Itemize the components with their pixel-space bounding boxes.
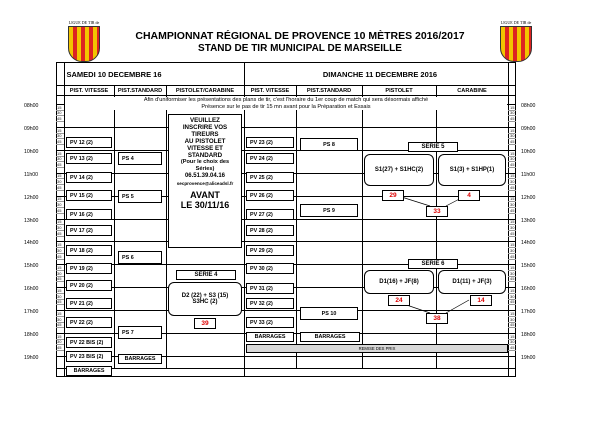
notice-line: AVANT: [190, 190, 220, 200]
serie-4-line-1: D2 (22) + S3 (15): [181, 293, 229, 299]
minute-label-right: 15: [510, 242, 515, 248]
minute-label-right: 45: [510, 253, 515, 259]
minute-label-right: 30: [510, 339, 515, 345]
minute-label-right: 45: [510, 116, 515, 122]
hour-label-right: 15h00: [521, 263, 536, 270]
hour-label-left: 08h00: [24, 103, 39, 109]
minute-label-left: 45: [57, 230, 62, 236]
minute-label-right: 30: [510, 110, 515, 116]
sat-pv-slot: PV 18 (2): [66, 245, 112, 256]
minute-label-left: 15: [57, 196, 62, 202]
day-sunday: DIMANCHE 11 DECEMBRE 2016: [322, 70, 438, 79]
sat-pv-slot: PV 22 (2): [66, 317, 112, 328]
minute-label-left: 30: [57, 293, 62, 299]
sat-ps-slot: PS 4: [118, 152, 162, 165]
minute-label-left: 15: [57, 150, 62, 156]
minute-label-right: 45: [510, 230, 515, 236]
minute-label-right: 45: [510, 322, 515, 328]
sat-pv-slot: PV 21 (2): [66, 298, 112, 309]
sun-ps-slot: PS 9: [300, 204, 358, 217]
minute-label-right: 15: [510, 127, 515, 133]
serie-4-count: 39: [194, 318, 216, 329]
minute-label-left: 45: [57, 253, 62, 259]
sun-pv-slot: PV 25 (2): [246, 172, 294, 183]
serie-6-carabine-count: 14: [470, 295, 492, 306]
remise-des-prix: REMISE DES PRIX: [246, 344, 508, 353]
col-header-sat-standard: PIST.STANDARD: [117, 88, 163, 94]
serie-6-pistolet: D1(16) + JF(8): [364, 270, 434, 294]
minute-label-right: 45: [510, 139, 515, 145]
serie-5-pistolet-count: 29: [382, 190, 404, 201]
col-header-sun-standard: PIST.STANDARD: [306, 88, 352, 94]
sat-barrages-standard: BARRAGES: [118, 354, 162, 364]
minute-label-right: 30: [510, 224, 515, 230]
minute-label-left: 15: [57, 242, 62, 248]
notice-line: AU PISTOLET: [184, 138, 226, 145]
minute-label-right: 45: [510, 345, 515, 351]
minute-label-right: 15: [510, 104, 515, 110]
hour-label-left: 11h00: [24, 171, 39, 178]
hour-label-right: 17h00: [521, 309, 536, 316]
notice-line: Séries): [195, 166, 215, 172]
minute-label-right: 30: [510, 133, 515, 139]
sun-pv-slot: PV 27 (2): [246, 209, 294, 220]
serie-6-total: 38: [426, 313, 448, 324]
minute-label-left: 30: [57, 316, 62, 322]
sun-ps-slot: PS 8: [300, 138, 358, 151]
minute-label-left: 45: [57, 345, 62, 351]
sat-pv-slot: PV 15 (2): [66, 190, 112, 201]
minute-label-right: 30: [510, 179, 515, 185]
hour-label-left: 19h00: [24, 354, 39, 361]
notice-line: (Pour le choix des: [180, 159, 230, 165]
minute-label-right: 30: [510, 247, 515, 253]
minute-label-left: 30: [57, 247, 62, 253]
minute-label-right: 30: [510, 293, 515, 299]
sun-ps-slot: PS 10: [300, 307, 358, 320]
sun-pv-slot: PV 32 (2): [246, 298, 294, 309]
minute-label-left: 15: [57, 310, 62, 316]
minute-label-right: 45: [510, 276, 515, 282]
minute-label-left: 15: [57, 127, 62, 133]
col-header-sat-vitesse: PIST. VITESSE: [69, 88, 109, 94]
logo-caption: LIGUE DE TIR de: [68, 20, 100, 25]
minute-label-right: 15: [510, 265, 515, 271]
notice-line: LE 30/11/16: [180, 200, 230, 210]
page-subtitle: STAND DE TIR MUNICIPAL DE MARSEILLE: [198, 43, 402, 54]
sat-pv-slot: PV 14 (2): [66, 172, 112, 183]
minute-label-left: 45: [57, 299, 62, 305]
sun-pv-slot: PV 28 (2): [246, 225, 294, 236]
minute-label-left: 30: [57, 110, 62, 116]
notice-line: TIREURS: [191, 131, 219, 138]
serie-6-title: SERIE 6: [408, 259, 458, 269]
col-header-sun-vitesse: PIST. VITESSE: [250, 88, 290, 94]
minute-label-right: 15: [510, 310, 515, 316]
notice-email: secprovence@aliceadsl.fr: [176, 181, 234, 186]
col-header-sat-pistolet-carabine: PISTOLET/CARABINE: [175, 88, 235, 94]
hour-label-right: 19h00: [521, 354, 536, 361]
minute-label-left: 30: [57, 202, 62, 208]
minute-label-right: 15: [510, 196, 515, 202]
minute-label-left: 30: [57, 179, 62, 185]
minute-label-right: 45: [510, 161, 515, 167]
minute-label-left: 15: [57, 333, 62, 339]
hour-label-right: 11h00: [521, 171, 536, 178]
hour-label-right: 16h00: [521, 286, 536, 293]
notice-line: VEUILLEZ: [190, 117, 220, 124]
minute-label-right: 15: [510, 173, 515, 179]
sat-barrages-vitesse: BARRAGES: [66, 366, 112, 376]
note-line-1: Afin d'uniformiser les présentations des plans de tir, c'est l'horaire du 1er coup de match qui sera désormais affiché: [143, 97, 429, 103]
sun-pv-slot: PV 23 (2): [246, 137, 294, 148]
minute-label-left: 45: [57, 322, 62, 328]
minute-label-left: 30: [57, 224, 62, 230]
notice-phone: 06.51.39.04.16: [184, 173, 226, 179]
serie-5-title: SERIE 5: [408, 142, 458, 152]
minute-label-left: 45: [57, 207, 62, 213]
minute-label-left: 30: [57, 270, 62, 276]
sun-pv-slot: PV 31 (2): [246, 283, 294, 294]
hour-label-right: 12h00: [521, 194, 536, 201]
sat-ps-slot: PS 6: [118, 251, 162, 264]
sun-pv-slot: PV 29 (2): [246, 245, 294, 256]
notice-line: VITESSE ET: [187, 145, 223, 152]
sun-pv-slot: PV 30 (2): [246, 263, 294, 274]
minute-label-left: 45: [57, 116, 62, 122]
minute-label-left: 45: [57, 276, 62, 282]
sun-barrages-standard: BARRAGES: [300, 332, 360, 342]
hour-label-left: 17h00: [24, 309, 39, 316]
hour-label-right: 08h00: [521, 103, 536, 109]
hour-label-left: 10h00: [24, 148, 39, 155]
sun-barrages-vitesse: BARRAGES: [246, 332, 294, 342]
note-line-2: Présence sur le pas de tir 15 mn avant pour la Préparation et Essais: [201, 103, 371, 110]
sat-pv-slot: PV 23 BIS (2): [66, 351, 112, 362]
hour-label-left: 12h00: [24, 194, 39, 201]
hour-label-right: 09h00: [521, 125, 536, 132]
notice-line: STANDARD: [187, 152, 223, 159]
minute-label-left: 15: [57, 173, 62, 179]
minute-label-right: 30: [510, 316, 515, 322]
hour-label-right: 13h00: [521, 217, 536, 224]
sat-pv-slot: PV 13 (2): [66, 153, 112, 164]
hour-label-left: 13h00: [24, 217, 39, 224]
sat-pv-slot: PV 12 (2): [66, 137, 112, 148]
serie-6-carabine: D1(11) + JF(3): [438, 270, 506, 294]
col-header-sun-pistolet: PISTOLET: [385, 88, 413, 94]
minute-label-left: 15: [57, 104, 62, 110]
sat-pv-slot: PV 17 (2): [66, 225, 112, 236]
minute-label-right: 15: [510, 333, 515, 339]
sat-pv-slot: PV 20 (2): [66, 280, 112, 291]
serie-5-total: 33: [426, 206, 448, 217]
minute-label-right: 30: [510, 202, 515, 208]
serie-5-pistolet: S1(27) + S1HC(2): [364, 154, 434, 186]
minute-label-left: 30: [57, 339, 62, 345]
minute-label-left: 45: [57, 139, 62, 145]
sun-pv-slot: PV 24 (2): [246, 153, 294, 164]
minute-label-left: 15: [57, 265, 62, 271]
logo-caption: LIGUE DE TIR de: [500, 20, 532, 25]
minute-label-right: 45: [510, 299, 515, 305]
sat-pv-slot: PV 19 (2): [66, 263, 112, 274]
day-saturday: SAMEDI 10 DECEMBRE 16: [66, 70, 162, 79]
sat-ps-slot: PS 7: [118, 326, 162, 339]
minute-label-right: 30: [510, 156, 515, 162]
minute-label-right: 45: [510, 184, 515, 190]
minute-label-left: 30: [57, 133, 62, 139]
sat-pv-slot: PV 22 BIS (2): [66, 337, 112, 348]
col-header-sun-carabine: CARABINE: [457, 88, 487, 94]
hour-label-right: 14h00: [521, 240, 536, 247]
minute-label-left: 45: [57, 184, 62, 190]
hour-label-left: 18h00: [24, 332, 39, 338]
sat-pv-slot: PV 16 (2): [66, 209, 112, 220]
sat-ps-slot: PS 5: [118, 190, 162, 203]
serie-4-title: SERIE 4: [176, 270, 236, 280]
minute-label-left: 15: [57, 287, 62, 293]
minute-label-right: 30: [510, 270, 515, 276]
hour-label-left: 15h00: [24, 263, 39, 270]
minute-label-left: 15: [57, 219, 62, 225]
hour-label-left: 09h00: [24, 125, 39, 132]
serie-4-line-2: S3HC (2): [192, 299, 218, 305]
sun-pv-slot: PV 26 (2): [246, 190, 294, 201]
hour-label-left: 14h00: [24, 240, 39, 247]
serie-5-carabine-count: 4: [458, 190, 480, 201]
page-title: CHAMPIONNAT RÉGIONAL DE PROVENCE 10 MÈTRES 2016/2017: [135, 30, 465, 42]
serie-5-carabine: S1(3) + S1HP(1): [438, 154, 506, 186]
hour-label-right: 10h00: [521, 148, 536, 155]
minute-label-right: 15: [510, 150, 515, 156]
hour-label-left: 16h00: [24, 286, 39, 293]
serie-6-pistolet-count: 24: [388, 295, 410, 306]
minute-label-left: 30: [57, 156, 62, 162]
minute-label-right: 15: [510, 219, 515, 225]
sun-pv-slot: PV 33 (2): [246, 317, 294, 328]
minute-label-right: 15: [510, 287, 515, 293]
notice-line: INSCRIRE VOS: [182, 124, 228, 131]
hour-label-right: 18h00: [521, 332, 536, 338]
minute-label-right: 45: [510, 207, 515, 213]
minute-label-left: 45: [57, 161, 62, 167]
